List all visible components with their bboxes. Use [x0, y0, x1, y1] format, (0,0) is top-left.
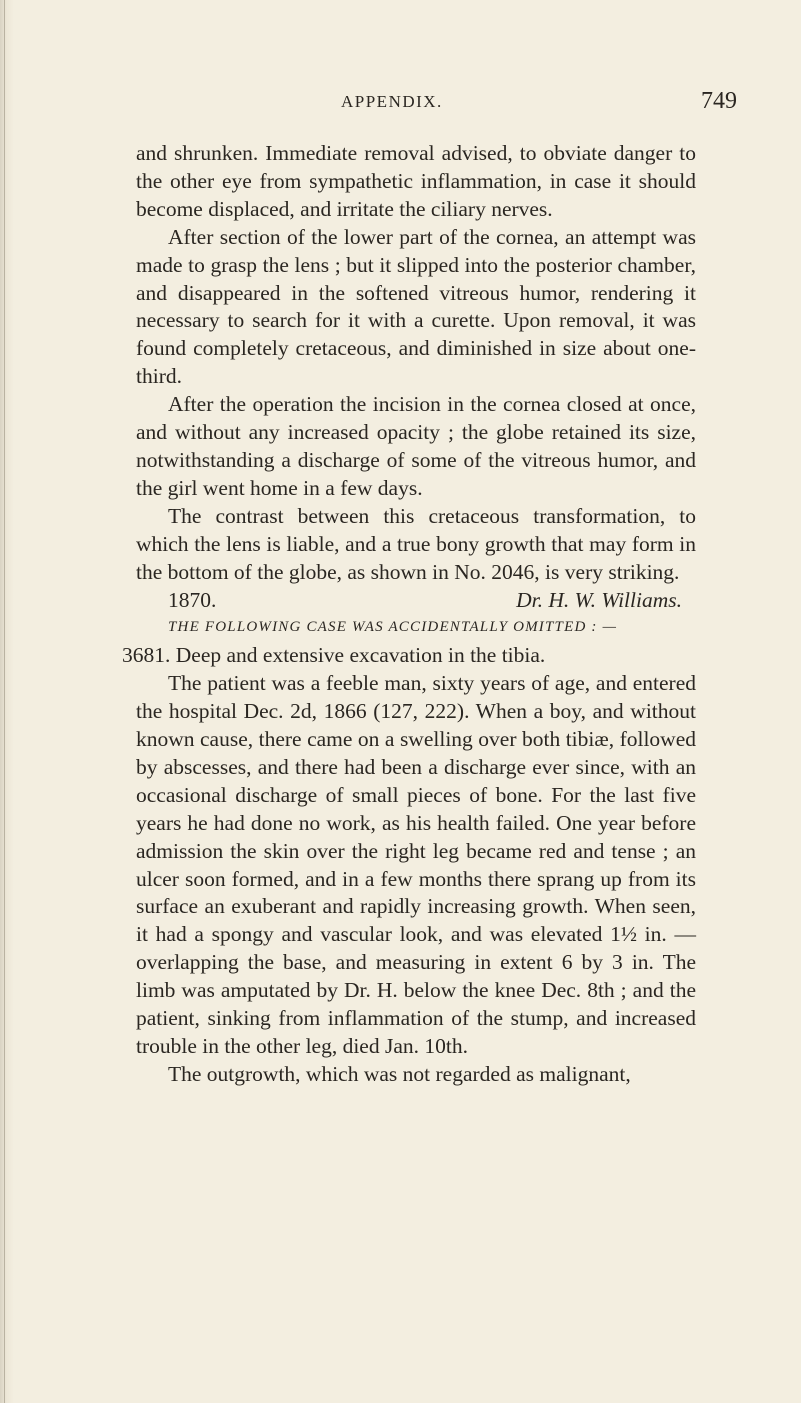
paragraph-case-history: The patient was a feeble man, sixty years of age, and entered the hospital Dec. 2d, 1866 (127, 222). When a boy, and without known cause, there came on a swelling over both tibiæ, followed by abscesses, and there had been a discharge ever since, with an occasional discharge of small pieces of bone. For the last five years he had done no work, as his health failed. One year before admission the skin over the right leg became red and tense ; an ulcer soon formed, and in a few months there sprang up from its surface an exuberant and rapidly increasing growth. When seen, it had a spongy and vascular look, and was elevated 1½ in. — overlapping the base, and measuring in extent 6 by 3 in. The limb was amputated by Dr. H. below the knee Dec. 8th ; and the patient, sinking from inflammation of the stump, and increased trouble in the other leg, died Jan. 10th. — [136, 671, 696, 1058]
specimen-entry: 3681. Deep and extensive excavation in the tibia. — [122, 643, 546, 668]
case-author: Dr. H. W. Williams. — [516, 587, 682, 612]
signature-line — [136, 587, 696, 615]
page-number: 749 — [701, 88, 737, 114]
paragraph-continuation: and shrunken. Immediate removal advised, to obviate danger to the other eye from sympathetic inflammation, in case it should become displaced, and irritate the ciliary nerves. — [136, 141, 696, 221]
page-binding-gutter — [0, 0, 14, 1403]
paragraph-contrast: The contrast between this cretaceous transformation, to which the lens is liable, and a true bony growth that may form in the bottom of the globe, as shown in No. 2046, is very striking. — [136, 503, 696, 584]
binding-edge-line — [4, 0, 5, 1403]
section-heading: THE FOLLOWING CASE WAS ACCIDENTALLY OMITTED : — — [168, 619, 618, 636]
paragraph-outcome: After the operation the incision in the cornea closed at once, and without any increased opacity ; the globe retained its size, notwithstanding a discharge of some of the vitreous humor, and the girl went home in a few days. — [136, 392, 696, 500]
page-body — [122, 140, 696, 1089]
page-header — [0, 88, 801, 118]
paragraph-operation: After section of the lower part of the cornea, an attempt was made to grasp the lens ; but it slipped into the posterior chamber, and disappeared in the softened vitreous humor, rendering it necessary to search for it with a curette. Upon removal, it was found completely cretaceous, and diminished in size about one-third. — [136, 224, 696, 389]
running-head: APPENDIX. — [341, 92, 443, 111]
case-year: 1870. — [168, 587, 217, 612]
paragraph-outgrowth: The outgrowth, which was not regarded as malignant, — [168, 1061, 631, 1086]
